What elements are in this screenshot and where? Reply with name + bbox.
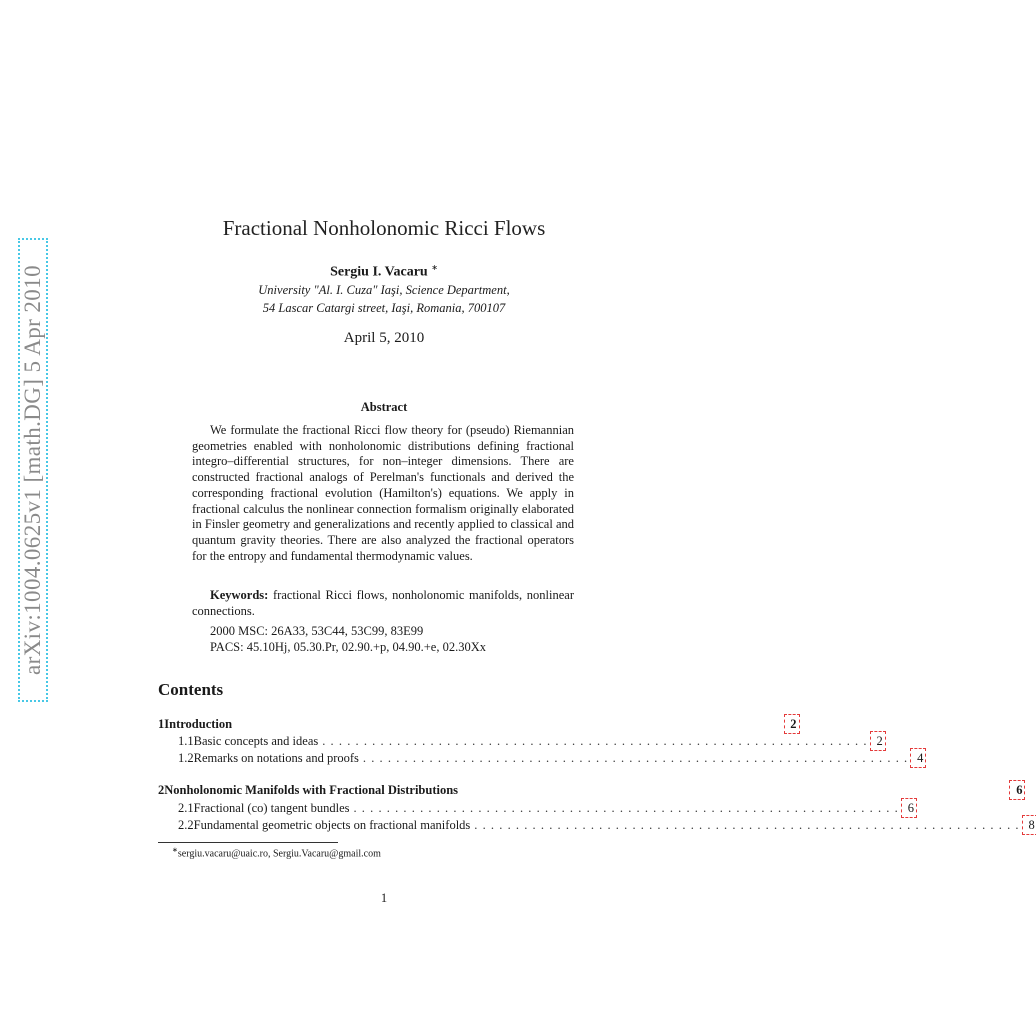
toc-leader: ..................................................................	[474, 818, 1024, 832]
toc-title[interactable]: Basic concepts and ideas	[193, 734, 319, 748]
toc-number: 1.2	[178, 751, 194, 765]
toc-page-link[interactable]: 2	[786, 716, 798, 732]
toc-title[interactable]: Remarks on notations and proofs	[193, 751, 359, 765]
toc-entry[interactable]	[158, 733, 883, 749]
pacs-codes: PACS: 45.10Hj, 05.30.Pr, 02.90.+p, 04.90.+e, 02.30Xx	[210, 640, 487, 654]
toc-entry[interactable]	[158, 817, 1035, 833]
footnote-rule	[158, 842, 338, 843]
toc-entry[interactable]	[158, 800, 914, 816]
toc-leader: ..................................................................	[353, 801, 903, 815]
toc-page-link[interactable]: 4	[912, 750, 924, 766]
toc-page-link[interactable]: 2	[872, 733, 884, 749]
toc-number: 1	[158, 717, 165, 731]
keywords-text: fractional Ricci flows, nonholonomic manifolds, nonlinear connections.	[192, 588, 575, 618]
author-footnote-mark[interactable]: ∗	[431, 263, 438, 272]
toc-number: 2.2	[178, 818, 194, 832]
author-name: Sergiu I. Vacaru	[330, 264, 428, 280]
abstract-heading: Abstract	[360, 400, 408, 414]
toc-page-link[interactable]: 8	[1024, 817, 1036, 833]
contents-heading: Contents	[158, 680, 224, 699]
page-number: 1	[380, 891, 388, 905]
toc-number: 2	[158, 783, 165, 797]
author	[0, 263, 768, 281]
toc-title[interactable]: Fractional (co) tangent bundles	[193, 801, 350, 815]
toc-entry[interactable]	[158, 716, 797, 732]
toc-number: 2.1	[178, 801, 194, 815]
date: April 5, 2010	[343, 330, 425, 346]
toc-leader: ..................................................................	[362, 751, 913, 765]
toc-leader: ..................................................................	[322, 734, 872, 748]
toc-title[interactable]: Fundamental geometric objects on fractional manifolds	[193, 818, 471, 832]
paper-title: Fractional Nonholonomic Ricci Flows	[222, 216, 546, 240]
affiliation-line-2: 54 Lascar Catargi street, Iaşi, Romania, 700107	[262, 301, 506, 315]
footnote	[172, 846, 381, 859]
msc-codes: 2000 MSC: 26A33, 53C44, 53C99, 83E99	[210, 624, 424, 638]
toc-number: 1.1	[178, 734, 194, 748]
toc-entry[interactable]	[158, 750, 924, 766]
keywords-label: Keywords:	[210, 588, 269, 602]
affiliation-line-1: University "Al. I. Cuza" Iaşi, Science Department,	[258, 283, 510, 297]
toc-title[interactable]: Introduction	[164, 717, 233, 731]
footnote-text: sergiu.vacaru@uaic.ro, Sergiu.Vacaru@gmail.com	[177, 848, 381, 860]
toc-entry[interactable]	[158, 782, 1023, 798]
toc-title[interactable]: Nonholonomic Manifolds with Fractional Distributions	[164, 783, 459, 797]
arxiv-id: arXiv:1004.0625v1 [math.DG] 5 Apr 2010	[20, 265, 45, 675]
keywords	[192, 588, 574, 619]
footnote-mark: ∗	[172, 846, 178, 854]
toc-page-link[interactable]: 6	[903, 800, 915, 816]
toc-page-link[interactable]: 6	[1011, 782, 1023, 798]
abstract-text: We formulate the fractional Ricci flow theory for (pseudo) Riemannian geometries enabled with nonholonomic distributions defining fractional integro–differential structures, for non–integer dimensions. There are constructed fractional analogs of Perelman's functionals and derived the corresponding fractional evolution (Hamilton's) equations. We apply in fractional calculus the nonlinear connection formalism originally elaborated in Finsler geometry and generalizations and recently applied to classical and quantum gravity theories. There are also analyzed the fractional operators for the entropy and fundamental thermodynamic values.	[192, 423, 574, 563]
